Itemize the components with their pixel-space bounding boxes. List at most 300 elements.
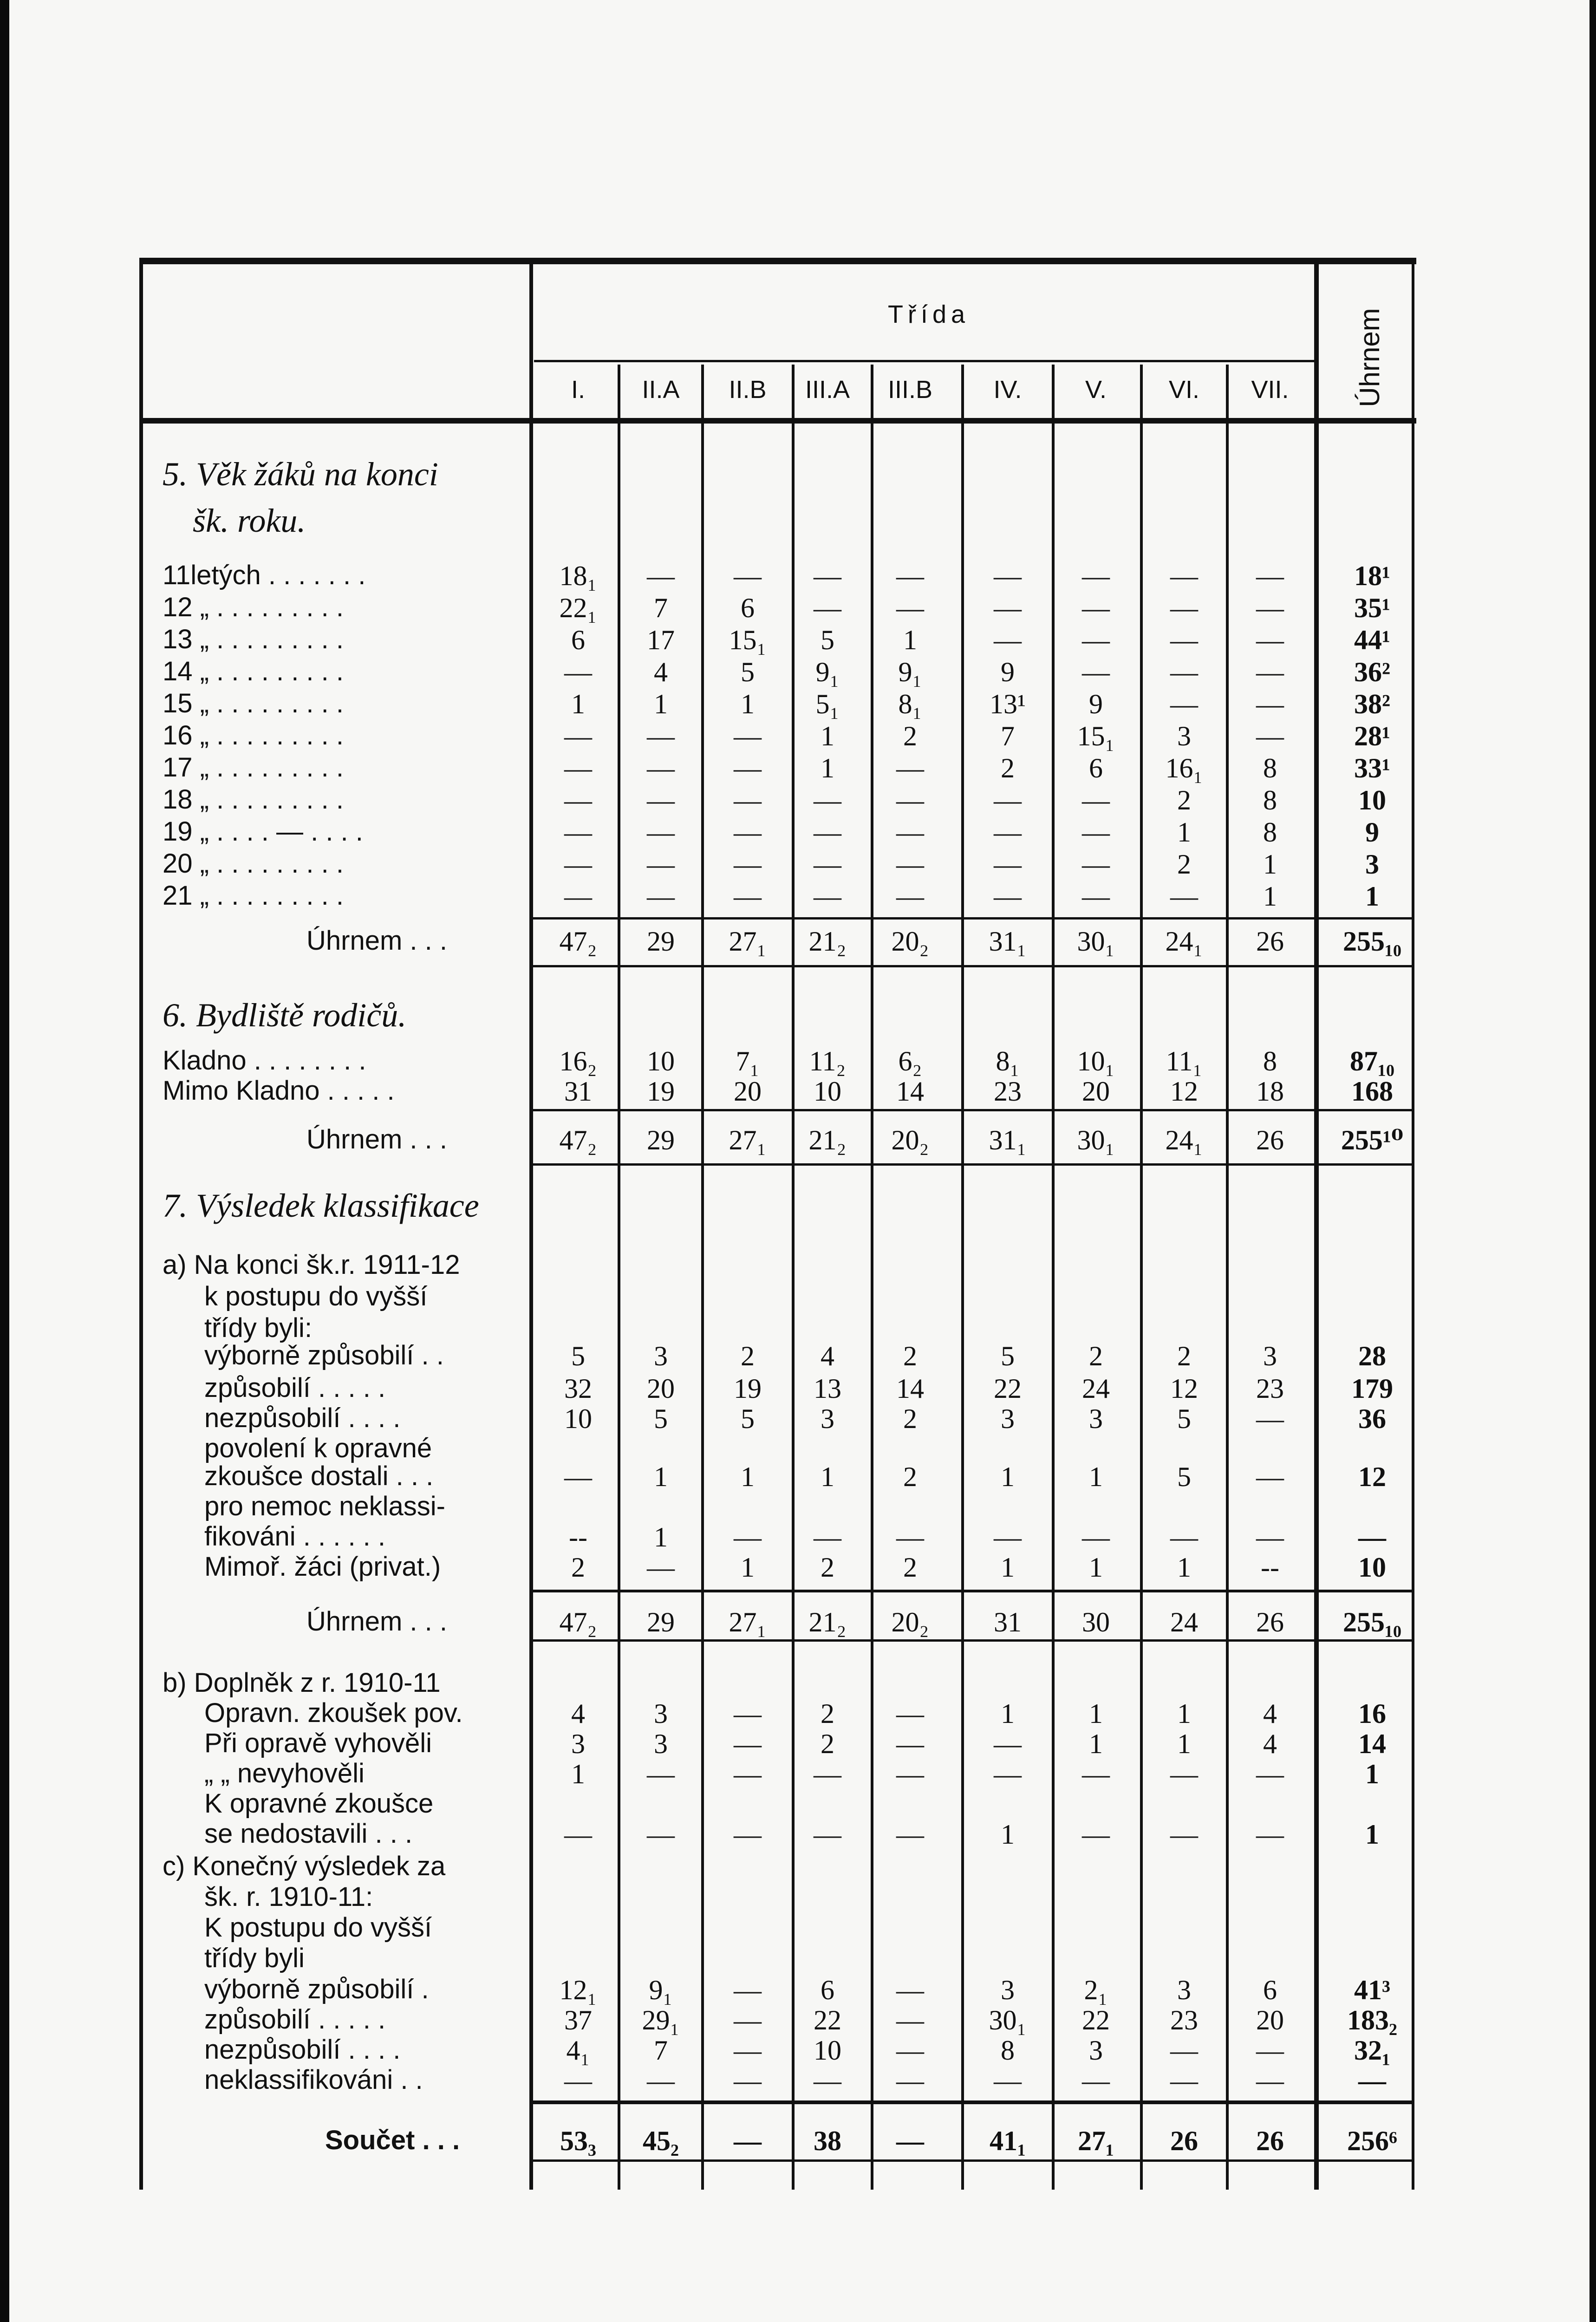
age-row-value: 9 <box>1089 689 1103 719</box>
residence-row-value: 14 <box>896 1076 924 1107</box>
age-row-value: 22₁ <box>559 593 597 623</box>
age-row-value: 9 <box>1001 657 1015 687</box>
age-sum-row-total: 255₁₀ <box>1343 926 1401 957</box>
classification-a-row-value: 1 <box>741 1552 755 1583</box>
classification-b-row-label: „ „ nevyhověli <box>204 1758 365 1788</box>
section-title-classification: 7. Výsledek klassifikace <box>163 1187 479 1224</box>
residence-row-value: 12 <box>1170 1076 1198 1107</box>
classification-c-row-value: — <box>896 2035 924 2066</box>
age-row-value: — <box>896 881 924 912</box>
classification-c-heading: třídy byli <box>204 1943 305 1973</box>
classification-c-row-value: — <box>994 2065 1022 2096</box>
age-row-value: — <box>994 881 1022 912</box>
residence-sum-row-value: 31₁ <box>989 1125 1027 1155</box>
classification-b-row-value: — <box>1256 1759 1284 1789</box>
age-row-label: 19 „ . . . . — . . . . <box>163 816 363 847</box>
age-row-value: 9₁ <box>815 657 840 687</box>
age-row-label: 17 „ . . . . . . . . . <box>163 752 344 783</box>
age-row-value: 8 <box>1263 785 1277 815</box>
classification-b-row-value: — <box>734 1759 762 1789</box>
classification-a-sum-row-value: 21₂ <box>808 1607 847 1637</box>
column-divider-5 <box>961 365 964 2190</box>
age-sum-row-value: 31₁ <box>989 926 1027 957</box>
classification-a-sum-row-value: 31 <box>994 1607 1022 1637</box>
classification-a-row-value: 2 <box>821 1552 834 1583</box>
classification-c-sum-row-value: 45₂ <box>643 2126 679 2156</box>
age-row-value: — <box>647 817 675 848</box>
classification-c-row-value: 12₁ <box>559 1975 597 2005</box>
age-row-value: 1 <box>741 689 755 719</box>
classification-c-row-value: 29₁ <box>642 2005 680 2035</box>
residence-row-label: Mimo Kladno . . . . . <box>163 1076 395 1106</box>
classification-a-heading: třídy byli: <box>204 1313 313 1343</box>
table-bottom-rule <box>529 2159 1412 2162</box>
age-row-value: — <box>1256 689 1284 719</box>
classification-a-row-value: 2 <box>741 1341 755 1371</box>
age-row-value: 1 <box>821 721 834 751</box>
age-row-value: 13¹ <box>990 689 1026 719</box>
age-row-value: — <box>1082 881 1110 912</box>
classification-a-row-value: — <box>994 1522 1022 1552</box>
age-row-value: — <box>1170 561 1198 591</box>
classification-c-row-value: — <box>896 2065 924 2096</box>
classification-c-row-value: — <box>734 2035 762 2066</box>
age-row-total: 9 <box>1365 817 1379 848</box>
classification-a-row-total: 28 <box>1358 1341 1386 1371</box>
age-row-value: 1 <box>1263 849 1277 880</box>
column-header-5: III.B <box>887 376 933 404</box>
classification-c-row-value: 37 <box>564 2005 592 2035</box>
classification-a-row-value: 4 <box>821 1341 834 1371</box>
residence-row-label: Kladno . . . . . . . . <box>163 1045 366 1076</box>
age-row-value: 5₁ <box>815 689 840 719</box>
age-row-value: — <box>814 881 841 912</box>
age-row-total: 35¹ <box>1354 593 1390 623</box>
age-row-value: 6 <box>741 593 755 623</box>
classification-b-row-label: Opravn. zkoušek pov. <box>204 1698 463 1728</box>
age-row-value: — <box>647 881 675 912</box>
age-row-label: 16 „ . . . . . . . . . <box>163 720 344 750</box>
classification-a-heading: a) Na konci šk.r. 1911-12 <box>163 1250 460 1280</box>
classification-a-row-value: — <box>734 1522 762 1552</box>
classification-a-row-label: povolení k opravné <box>204 1433 432 1463</box>
classification-b-row-value: 2 <box>821 1728 834 1759</box>
classification-a-row-value: 2 <box>903 1552 917 1583</box>
residence-bottom-rule <box>529 1163 1412 1166</box>
classification-b-row-value: — <box>994 1759 1022 1789</box>
age-row-value: — <box>1082 785 1110 815</box>
age-row-value: 1 <box>821 753 834 783</box>
age-sum-row-value: 29 <box>647 926 675 957</box>
classification-a-row-label: pro nemoc neklassi- <box>204 1491 445 1521</box>
classification-a-row-value: 32 <box>564 1373 592 1404</box>
label-column-line <box>529 260 533 2190</box>
residence-sum-row-value: 29 <box>647 1125 675 1155</box>
classification-c-row-label: výborně způsobilí . <box>204 1974 429 2004</box>
classification-a-sum-row-value: 26 <box>1256 1607 1284 1637</box>
age-row-value: — <box>734 785 762 815</box>
left-border-line <box>139 260 143 2190</box>
classification-a-row-value: — <box>1256 1522 1284 1552</box>
section-title-age-cont: šk. roku. <box>193 502 306 539</box>
residence-sum-row-value: 24₁ <box>1165 1125 1203 1155</box>
age-row-value: — <box>1082 593 1110 623</box>
classification-a-row-total: 36 <box>1358 1403 1386 1434</box>
total-column-right-line <box>1412 260 1414 2190</box>
classification-b-row-total: 1 <box>1365 1819 1379 1850</box>
classification-c-row-value: — <box>564 2065 592 2096</box>
age-row-value: 6 <box>571 625 585 655</box>
classification-a-row-value: — <box>564 1461 592 1492</box>
residence-row-value: 19 <box>647 1076 675 1107</box>
classification-a-row-value: 2 <box>1089 1341 1103 1371</box>
residence-sum-row-value: 26 <box>1256 1125 1284 1155</box>
age-row-value: 1 <box>1177 817 1191 848</box>
top-rule <box>139 258 1416 264</box>
classification-a-sum-row-value: 27₁ <box>729 1607 767 1637</box>
column-header-8: VI. <box>1168 376 1200 404</box>
classification-c-row-value: 3 <box>1177 1975 1191 2005</box>
classification-c-row-value: — <box>814 2065 841 2096</box>
age-row-label: 15 „ . . . . . . . . . <box>163 688 344 718</box>
age-row-value: — <box>734 881 762 912</box>
classification-b-row-value: 1 <box>1001 1819 1015 1850</box>
age-row-value: — <box>896 785 924 815</box>
age-row-value: — <box>647 561 675 591</box>
classification-b-row-value: 2 <box>821 1698 834 1729</box>
classification-b-row-value: 1 <box>1177 1728 1191 1759</box>
classification-a-bottom-rule <box>529 1639 1412 1642</box>
classification-a-row-total: 12 <box>1358 1461 1386 1492</box>
classification-b-row-value: — <box>1170 1759 1198 1789</box>
age-row-value: 7 <box>1001 721 1015 751</box>
age-row-value: — <box>896 817 924 848</box>
classification-c-row-value: 6 <box>821 1975 834 2005</box>
age-row-value: 2 <box>903 721 917 751</box>
age-row-label: 12 „ . . . . . . . . . <box>163 592 344 622</box>
classification-a-row-value: 1 <box>1089 1552 1103 1583</box>
age-row-value: — <box>734 817 762 848</box>
classification-a-row-label: výborně způsobilí . . <box>204 1340 444 1370</box>
residence-row-value: 23 <box>994 1076 1022 1107</box>
classification-a-row-value: — <box>647 1552 675 1583</box>
classification-a-row-value: 3 <box>1089 1403 1103 1434</box>
age-row-value: 8 <box>1263 753 1277 783</box>
classification-c-heading: c) Konečný výsledek za <box>163 1851 446 1881</box>
classification-b-row-value: 1 <box>1177 1698 1191 1729</box>
age-row-value: — <box>1256 593 1284 623</box>
age-row-value: 18₁ <box>559 561 597 591</box>
age-row-value: — <box>1170 657 1198 687</box>
classification-a-row-value: 13 <box>814 1373 841 1404</box>
classification-a-sum-row-value: 24 <box>1170 1607 1198 1637</box>
age-row-value: 1 <box>654 689 668 719</box>
classification-a-row-value: 1 <box>654 1522 668 1552</box>
age-sum-row-value: 30₁ <box>1077 926 1115 957</box>
classification-b-row-value: — <box>1256 1819 1284 1850</box>
classification-a-row-label: zkoušce dostali . . . <box>204 1461 434 1491</box>
residence-sum-row-label: Úhrnem . . . <box>306 1124 447 1154</box>
column-divider-7 <box>1140 365 1143 2190</box>
classification-a-row-value: 2 <box>1177 1341 1191 1371</box>
classification-a-row-value: 5 <box>1177 1403 1191 1434</box>
classification-c-row-value: 10 <box>814 2035 841 2066</box>
classification-a-row-value: 3 <box>1263 1341 1277 1371</box>
classification-a-row-value: — <box>1082 1522 1110 1552</box>
age-row-label: 11letých . . . . . . . <box>163 560 366 590</box>
classification-a-row-value: -- <box>569 1522 587 1552</box>
residence-row-value: 20 <box>734 1076 762 1107</box>
classification-c-row-total: 32₁ <box>1354 2035 1390 2066</box>
classification-b-row-value: — <box>734 1728 762 1759</box>
classification-c-row-value: 7 <box>654 2035 668 2066</box>
residence-row-value: 16₂ <box>559 1046 597 1076</box>
classification-c-sum-row-value: 53₃ <box>560 2126 596 2156</box>
classification-c-row-value: 30₁ <box>989 2005 1027 2035</box>
age-row-total: 38² <box>1354 689 1390 719</box>
column-header-2: II.A <box>642 376 680 404</box>
classification-c-row-value: 9₁ <box>649 1975 673 2005</box>
classification-a-sum-row-value: 20₂ <box>891 1607 929 1637</box>
residence-row-value: 18 <box>1256 1076 1284 1107</box>
column-header-1: I. <box>571 376 585 404</box>
age-row-value: — <box>1256 721 1284 751</box>
class-group-title: Třída <box>887 300 970 328</box>
age-sum-row-value: 26 <box>1256 926 1284 957</box>
column-divider-8 <box>1226 365 1229 2190</box>
header-bottom-rule <box>139 418 1416 424</box>
classification-a-row-value: 5 <box>1001 1341 1015 1371</box>
age-row-value: — <box>647 849 675 880</box>
classification-a-row-value: 2 <box>571 1552 585 1583</box>
classification-b-row-value: — <box>994 1728 1022 1759</box>
classification-a-sum-row-value: 29 <box>647 1607 675 1637</box>
classification-c-row-value: 8 <box>1001 2035 1015 2066</box>
age-row-value: 2 <box>1177 849 1191 880</box>
classification-a-row-value: 5 <box>654 1403 668 1434</box>
age-row-value: — <box>994 817 1022 848</box>
classification-c-row-value: 3 <box>1001 1975 1015 2005</box>
column-header-4: III.A <box>805 376 850 404</box>
classification-c-row-label: neklassifikováni . . <box>204 2065 423 2095</box>
age-row-value: — <box>814 561 841 591</box>
residence-sum-row-value: 20₂ <box>891 1125 929 1155</box>
age-row-value: — <box>814 593 841 623</box>
column-divider-2 <box>701 365 704 2190</box>
classification-c-row-value: — <box>896 2005 924 2035</box>
classification-a-row-value: 5 <box>741 1403 755 1434</box>
age-row-label: 20 „ . . . . . . . . . <box>163 848 344 879</box>
age-row-value: — <box>564 881 592 912</box>
classification-c-row-label: nezpůsobilí . . . . <box>204 2035 401 2065</box>
classification-c-row-value: — <box>1082 2065 1110 2096</box>
classification-b-row-value: 3 <box>654 1728 668 1759</box>
classification-c-row-value: 22 <box>1082 2005 1110 2035</box>
age-row-value: 1 <box>903 625 917 655</box>
age-row-value: — <box>1082 625 1110 655</box>
age-row-value: — <box>994 593 1022 623</box>
classification-a-sum-row-value: 47₂ <box>559 1607 597 1637</box>
classification-b-row-value: 3 <box>654 1698 668 1729</box>
age-row-value: 6 <box>1089 753 1103 783</box>
classification-c-row-value: — <box>896 1975 924 2005</box>
classification-c-row-value: — <box>1170 2065 1198 2096</box>
classification-c-sum-row-value: 26 <box>1170 2126 1198 2156</box>
age-row-total: 3 <box>1365 849 1379 880</box>
age-row-total: 18¹ <box>1354 561 1390 591</box>
classification-c-row-value: — <box>1170 2035 1198 2066</box>
residence-row-value: 8₁ <box>996 1046 1020 1076</box>
classification-b-row-value: 4 <box>1263 1698 1277 1729</box>
classification-a-row-value: 19 <box>734 1373 762 1404</box>
age-row-total: 28¹ <box>1354 721 1390 751</box>
classification-a-row-label: způsobilí . . . . . <box>204 1373 386 1403</box>
residence-sum-row-value: 21₂ <box>808 1125 847 1155</box>
classification-c-row-value: 3 <box>1089 2035 1103 2066</box>
residence-sum-row-total: 255¹⁰ <box>1341 1125 1404 1155</box>
residence-row-value: 20 <box>1082 1076 1110 1107</box>
residence-row-value: 8 <box>1263 1046 1277 1076</box>
age-row-value: — <box>1170 593 1198 623</box>
residence-sum-row-value: 27₁ <box>729 1125 767 1155</box>
classification-a-row-total: 179 <box>1351 1373 1393 1404</box>
age-sum-row-value: 20₂ <box>891 926 929 957</box>
age-row-value: — <box>734 721 762 751</box>
classification-b-row-value: 3 <box>571 1728 585 1759</box>
classification-c-sum-row-label: Součet . . . <box>325 2125 460 2155</box>
classification-c-row-value: 6 <box>1263 1975 1277 2005</box>
classification-c-sum-rule <box>529 2100 1412 2104</box>
classification-a-row-label: nezpůsobilí . . . . <box>204 1403 401 1433</box>
age-row-value: — <box>1256 657 1284 687</box>
classification-c-row-total: 183₂ <box>1347 2005 1397 2035</box>
classification-b-row-label: Při opravě vyhověli <box>204 1728 432 1758</box>
classification-b-row-value: 1 <box>1089 1698 1103 1729</box>
age-row-value: 15₁ <box>729 625 767 655</box>
classification-a-row-value: — <box>1170 1522 1198 1552</box>
classification-b-row-label: K opravné zkoušce <box>204 1788 434 1819</box>
classification-a-row-label: fikováni . . . . . . <box>204 1521 386 1552</box>
classification-b-row-value: — <box>896 1759 924 1789</box>
residence-row-value: 10 <box>814 1076 841 1107</box>
classification-c-row-value: 22 <box>814 2005 841 2035</box>
classification-c-heading: K postupu do vyšší <box>204 1912 432 1943</box>
classification-c-row-value: 4₁ <box>566 2035 590 2066</box>
age-row-value: 4 <box>654 657 668 687</box>
classification-b-row-value: — <box>896 1819 924 1850</box>
age-row-value: 7 <box>654 593 668 623</box>
classification-a-sum-rule <box>529 1590 1412 1592</box>
classification-b-row-total: 1 <box>1365 1759 1379 1789</box>
section-title-age: 5. Věk žáků na konci <box>163 456 438 493</box>
residence-row-value: 6₂ <box>898 1046 922 1076</box>
classification-b-row-total: 14 <box>1358 1728 1386 1759</box>
age-row-value: — <box>564 785 592 815</box>
classification-a-row-value: 20 <box>647 1373 675 1404</box>
classification-a-row-value: 1 <box>741 1461 755 1492</box>
classification-a-row-value: — <box>1256 1461 1284 1492</box>
age-row-value: — <box>1082 849 1110 880</box>
classification-b-row-value: — <box>814 1819 841 1850</box>
classification-a-row-value: 1 <box>1001 1461 1015 1492</box>
age-sum-row-value: 21₂ <box>808 926 847 957</box>
classification-a-row-value: 12 <box>1170 1373 1198 1404</box>
column-header-7: V. <box>1085 376 1107 404</box>
age-row-value: 17 <box>647 625 675 655</box>
classification-a-row-value: 2 <box>903 1341 917 1371</box>
residence-row-total: 168 <box>1351 1076 1393 1107</box>
column-divider-6 <box>1052 365 1055 2190</box>
age-row-value: — <box>1082 657 1110 687</box>
age-row-value: 8₁ <box>898 689 922 719</box>
classification-c-heading: šk. r. 1910-11: <box>204 1882 373 1912</box>
age-row-value: — <box>647 721 675 751</box>
classification-a-row-value: 3 <box>1001 1403 1015 1434</box>
age-sum-row-label: Úhrnem . . . <box>306 926 447 956</box>
age-row-value: — <box>994 785 1022 815</box>
residence-row-value: 10₁ <box>1077 1046 1115 1076</box>
classification-a-row-value: 24 <box>1082 1373 1110 1404</box>
classification-a-sum-row-total: 255₁₀ <box>1343 1607 1401 1637</box>
age-row-value: — <box>896 849 924 880</box>
residence-sum-row-value: 47₂ <box>559 1125 597 1155</box>
classification-c-sum-row-value: 26 <box>1256 2126 1284 2156</box>
age-row-value: — <box>564 753 592 783</box>
classification-b-row-value: 1 <box>1089 1728 1103 1759</box>
classification-a-row-value: 1 <box>654 1461 668 1492</box>
classification-c-sum-row-value: 27₁ <box>1078 2126 1114 2156</box>
age-sum-row-value: 24₁ <box>1165 926 1203 957</box>
section-title-residence: 6. Bydliště rodičů. <box>163 997 407 1034</box>
age-row-value: — <box>994 849 1022 880</box>
age-row-value: — <box>734 849 762 880</box>
age-row-value: 15₁ <box>1077 721 1115 751</box>
age-row-total: 10 <box>1358 785 1386 815</box>
classification-b-heading: b) Doplněk z r. 1910-11 <box>163 1668 441 1698</box>
classification-b-row-total: 16 <box>1358 1698 1386 1729</box>
classification-a-row-value: 10 <box>564 1403 592 1434</box>
age-row-value: — <box>814 817 841 848</box>
classification-a-row-value: 23 <box>1256 1373 1284 1404</box>
classification-c-sum-row-value: 38 <box>814 2126 841 2156</box>
age-row-value: — <box>1170 881 1198 912</box>
age-row-value: — <box>814 849 841 880</box>
classification-b-row-value: — <box>734 1819 762 1850</box>
age-row-value: — <box>564 657 592 687</box>
total-column-left-line <box>1314 260 1319 2190</box>
age-row-value: — <box>896 753 924 783</box>
column-header-total: Úhrnem <box>1354 308 1385 407</box>
age-row-value: 2 <box>1001 753 1015 783</box>
column-header-6: IV. <box>993 376 1022 404</box>
age-row-total: 33¹ <box>1354 753 1390 783</box>
classification-c-sum-row-total: 256⁶ <box>1347 2126 1397 2156</box>
classification-b-row-value: 4 <box>1263 1728 1277 1759</box>
age-row-value: 5 <box>821 625 834 655</box>
classification-a-row-value: 14 <box>896 1373 924 1404</box>
classification-a-sum-row-value: 30 <box>1082 1607 1110 1637</box>
classification-a-row-value: 3 <box>821 1403 834 1434</box>
age-row-value: 8 <box>1263 817 1277 848</box>
classification-c-sum-row-value: — <box>734 2126 762 2156</box>
classification-c-row-value: — <box>734 1975 762 2005</box>
age-row-value: 9₁ <box>898 657 922 687</box>
age-row-label: 18 „ . . . . . . . . . <box>163 784 344 815</box>
classification-c-row-value: 23 <box>1170 2005 1198 2035</box>
residence-row-value: 7₁ <box>736 1046 760 1076</box>
age-row-value: 3 <box>1177 721 1191 751</box>
classification-c-row-total: 41³ <box>1354 1975 1390 2005</box>
